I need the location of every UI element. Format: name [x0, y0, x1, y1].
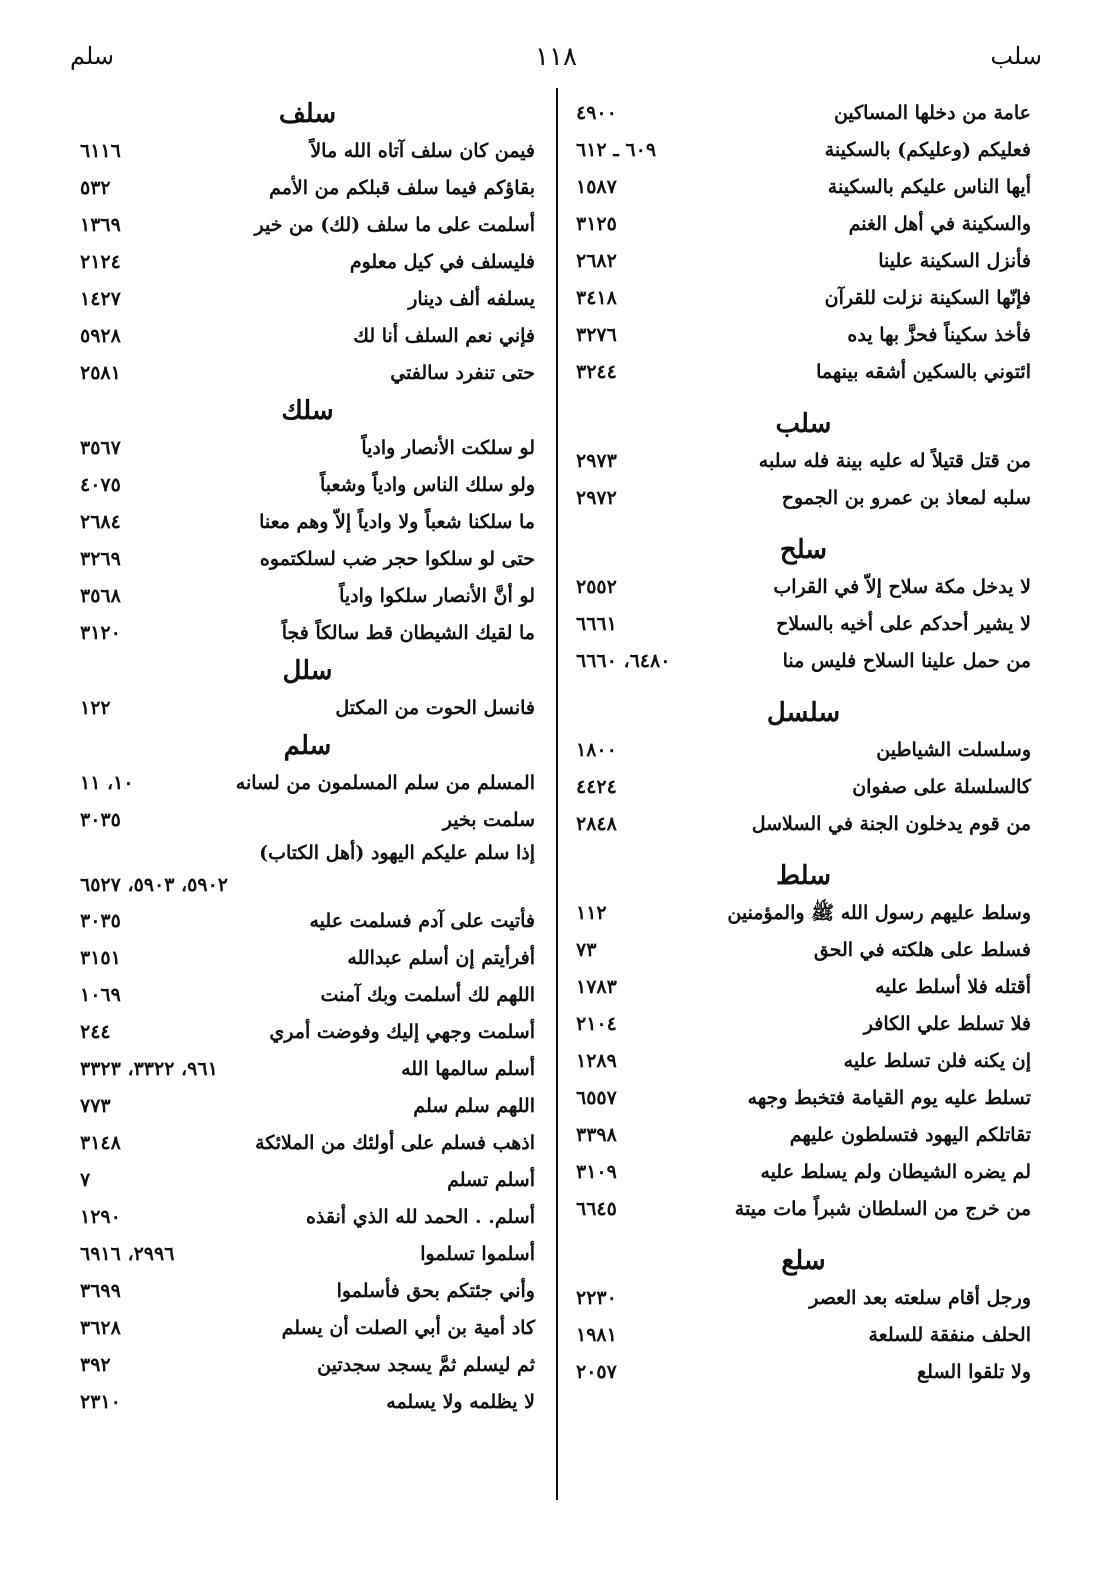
index-entry — [80, 504, 535, 541]
root-heading: سلف — [278, 99, 337, 129]
entry-ref: ٦٠٩ ـ ٦١٢ — [576, 139, 657, 161]
entry-ref: ٣٢٤٤ — [576, 361, 617, 383]
index-entry — [80, 207, 535, 244]
index-entry — [80, 1384, 535, 1421]
entry-text: كاد أمية بن أبي الصلت أن يسلم — [281, 1317, 535, 1339]
entry-text: أفرأيتم إن أسلم عبدالله — [347, 947, 535, 969]
root-heading: سلل — [282, 656, 333, 686]
entry-ref: ٣١٤٨ — [80, 1132, 121, 1154]
index-entry — [576, 354, 1031, 391]
index-entry — [80, 1273, 535, 1310]
entry-text: فإنّها السكينة نزلت للقرآن — [824, 287, 1031, 309]
entry-ref: ٤٩٠٠ — [576, 102, 617, 124]
index-entry — [80, 1199, 535, 1236]
index-entry — [576, 569, 1031, 606]
entry-ref: ٢٦٨٢ — [576, 250, 617, 272]
index-entry — [576, 169, 1031, 206]
entry-text: وسلط عليهم رسول الله ﷺ والمؤمنين — [727, 902, 1031, 924]
entry-text: كالسلسلة على صفوان — [852, 776, 1031, 798]
index-entry — [576, 480, 1031, 517]
entry-ref: ٩٦١، ٣٣٢٢، ٣٣٢٣ — [80, 1058, 218, 1080]
entry-text: ولو سلك الناس وادياً وشعباً — [319, 474, 535, 496]
entry-text: فإني نعم السلف أنا لك — [353, 325, 535, 347]
root-heading: سلط — [775, 861, 832, 891]
entry-ref: ٢١٢٤ — [80, 251, 121, 273]
index-entry — [576, 1154, 1031, 1191]
entry-ref: ٢٩٧٢ — [576, 487, 617, 509]
index-entry — [576, 932, 1031, 969]
index-entry — [80, 940, 535, 977]
entry-ref: ١٠٦٩ — [80, 984, 121, 1006]
entry-text: سلبه لمعاذ بن عمرو بن الجموح — [781, 487, 1031, 509]
entry-ref: ١٢٢ — [80, 697, 111, 719]
entry-text: أسلم تسلم — [447, 1169, 535, 1191]
root-heading: سلح — [779, 535, 828, 565]
entry-ref: ٣٦٩٩ — [80, 1280, 121, 1302]
entry-text: ائتوني بالسكين أشقه بينهما — [816, 361, 1031, 383]
index-entry — [576, 1080, 1031, 1117]
entry-ref: ٤٤٢٤ — [576, 776, 617, 798]
entry-text: اذهب فسلم على أولئك من الملائكة — [255, 1132, 535, 1154]
entry-ref: ٣٥٦٨ — [80, 585, 121, 607]
index-entry — [576, 1191, 1031, 1228]
index-entry — [80, 903, 535, 940]
entry-text: أسلم سالمها الله — [401, 1058, 535, 1080]
entry-ref: ١٨٠٠ — [576, 739, 617, 761]
entry-text: بقاؤكم فيما سلف قبلكم من الأمم — [269, 177, 535, 199]
entry-text: فليسلف في كيل معلوم — [349, 251, 535, 273]
index-entry — [576, 243, 1031, 280]
entry-text: والسكينة في أهل الغنم — [848, 213, 1031, 235]
entry-ref: ٧٧٣ — [80, 1095, 111, 1117]
entry-ref: ٣٤١٨ — [576, 287, 617, 309]
index-entry — [576, 643, 1031, 680]
index-entry — [80, 1162, 535, 1199]
entry-text: حتى لو سلكوا حجر ضب لسلكتموه — [259, 548, 535, 570]
index-entry — [80, 1125, 535, 1162]
index-entry — [80, 977, 535, 1014]
entry-text: ما لقيك الشيطان قط سالكاً فجاً — [281, 622, 535, 644]
page-number: ١١٨ — [535, 42, 577, 72]
index-entry — [80, 244, 535, 281]
page-header — [70, 42, 1042, 82]
entry-text: وأني جئتكم بحق فأسلموا — [336, 1280, 535, 1302]
entry-text: لا يدخل مكة سلاح إلاّ في القراب — [773, 576, 1031, 598]
entry-ref: ١٣٦٩ — [80, 214, 121, 236]
index-entry — [80, 170, 535, 207]
column-divider — [556, 88, 558, 1500]
entry-ref: ٦٤٨٠، ٦٦٦٠ — [576, 650, 671, 672]
index-entry — [576, 280, 1031, 317]
index-entry — [80, 1236, 535, 1273]
entry-ref: ٦٦٦١ — [576, 613, 617, 635]
entry-ref: ٢٣١٠ — [80, 1391, 121, 1413]
index-entry — [80, 541, 535, 578]
entry-ref: ١٥٨٧ — [576, 176, 617, 198]
entry-text: لو أنَّ الأنصار سلكوا وادياً — [339, 585, 535, 607]
entry-text: الحلف منفقة للسلعة — [868, 1324, 1031, 1346]
entry-ref: ٣٦٢٨ — [80, 1317, 121, 1339]
entry-ref: ٥٣٢ — [80, 177, 111, 199]
entry-text: اللهم سلم سلم — [413, 1095, 535, 1117]
index-entry — [576, 95, 1031, 132]
entry-text: لا يشير أحدكم على أخيه بالسلاح — [776, 613, 1031, 635]
left-column — [80, 95, 535, 1421]
entry-ref: ٣٣٩٨ — [576, 1124, 617, 1146]
entry-ref: ٢٥٨١ — [80, 362, 121, 384]
index-entry — [80, 839, 535, 903]
right-column — [576, 95, 1031, 1391]
entry-text: فلا تسلط علي الكافر — [863, 1013, 1031, 1035]
index-entry — [80, 1051, 535, 1088]
entry-ref: ٢٤٤ — [80, 1021, 111, 1043]
entry-ref: ٣٩٢ — [80, 1354, 111, 1376]
entry-text: أسلم. . الحمد لله الذي أنقذه — [305, 1206, 535, 1228]
entry-ref: ٢٦٨٤ — [80, 511, 121, 533]
entry-ref: ١١٢ — [576, 902, 607, 924]
entry-text: من قتل قتيلاً له عليه بينة فله سلبه — [758, 450, 1031, 472]
entry-ref: ٣٢٦٩ — [80, 548, 121, 570]
entry-text: سلمت بخير — [442, 809, 535, 831]
index-entry — [576, 969, 1031, 1006]
entry-ref: ٣٥٦٧ — [80, 437, 121, 459]
root-heading: سلسل — [766, 698, 841, 728]
entry-ref: ٢١٠٤ — [576, 1013, 617, 1035]
entry-text: أسلمت وجهي إليك وفوضت أمري — [269, 1021, 535, 1043]
root-heading: سلع — [781, 1246, 826, 1276]
header-right-word: سلب — [990, 42, 1042, 70]
index-entry — [80, 355, 535, 392]
index-entry — [80, 1088, 535, 1125]
entry-text: تسلط عليه يوم القيامة فتخبط وجهه — [747, 1087, 1031, 1109]
entry-ref: ٦٦٤٥ — [576, 1198, 617, 1220]
index-entry — [576, 206, 1031, 243]
index-entry — [576, 1354, 1031, 1391]
index-entry — [80, 467, 535, 504]
entry-text: إذا سلم عليكم اليهود (أهل الكتاب) — [259, 842, 535, 864]
root-heading: سلم — [283, 731, 332, 761]
entry-text: فانسل الحوت من المكتل — [335, 697, 535, 719]
entry-text: المسلم من سلم المسلمون من لسانه — [235, 772, 535, 794]
entry-text: أيها الناس عليكم بالسكينة — [827, 176, 1031, 198]
entry-ref: ١٠، ١١ — [80, 772, 134, 794]
entry-text: يسلفه ألف دينار — [408, 288, 535, 310]
entry-text: أسلمت على ما سلف (لك) من خير — [254, 214, 535, 236]
index-entry — [80, 281, 535, 318]
entry-text: أقتله فلا أسلط عليه — [875, 976, 1031, 998]
entry-ref: ٣١٥١ — [80, 947, 121, 969]
entry-text: لو سلكت الأنصار وادياً — [361, 437, 535, 459]
index-entry — [576, 1317, 1031, 1354]
index-entry — [576, 806, 1031, 843]
section-gap — [576, 680, 1031, 694]
index-entry — [80, 690, 535, 727]
entry-ref: ٢٢٣٠ — [576, 1287, 617, 1309]
entry-text: فسلط على هلكته في الحق — [813, 939, 1031, 961]
entry-ref: ١٧٨٣ — [576, 976, 617, 998]
entry-text: فعليكم (وعليكم) بالسكينة — [824, 139, 1031, 161]
entry-text: عامة من دخلها المساكين — [833, 102, 1031, 124]
entry-text: لا يظلمه ولا يسلمه — [386, 1391, 535, 1413]
index-entry — [576, 1006, 1031, 1043]
entry-ref: ٣١٢٥ — [576, 213, 617, 235]
index-entry — [80, 578, 535, 615]
entry-text: ثم ليسلم ثمَّ يسجد سجدتين — [317, 1354, 535, 1376]
entry-text: من خرج من السلطان شبراً مات ميتة — [734, 1198, 1031, 1220]
entry-ref: ٣٠٣٥ — [80, 910, 121, 932]
entry-text: تقاتلكم اليهود فتسلطون عليهم — [789, 1124, 1031, 1146]
entry-ref: ٦١١٦ — [80, 140, 121, 162]
entry-text: فأتيت على آدم فسلمت عليه — [309, 910, 535, 932]
index-entry — [576, 769, 1031, 806]
index-entry — [80, 765, 535, 802]
entry-ref: ٢٠٥٧ — [576, 1361, 617, 1383]
entry-text: اللهم لك أسلمت وبك آمنت — [320, 984, 535, 1006]
index-entry — [80, 430, 535, 467]
entry-ref: ٢٩٧٣ — [576, 450, 617, 472]
entry-ref: ٣١٠٩ — [576, 1161, 617, 1183]
index-entry — [576, 1043, 1031, 1080]
entry-text: حتى تنفرد سالفتي — [390, 362, 535, 384]
entry-text: من حمل علينا السلاح فليس منا — [782, 650, 1031, 672]
entry-text: وسلسلت الشياطين — [876, 739, 1031, 761]
index-entry — [80, 802, 535, 839]
entry-text: ورجل أقام سلعته بعد العصر — [809, 1287, 1031, 1309]
entry-ref: ٧ — [80, 1169, 91, 1191]
index-entry — [80, 133, 535, 170]
entry-ref: ١٩٨١ — [576, 1324, 617, 1346]
entry-ref: ٧٣ — [576, 939, 597, 961]
index-entry — [80, 1310, 535, 1347]
section-gap — [576, 517, 1031, 531]
entry-ref: ٤٠٧٥ — [80, 474, 121, 496]
index-entry — [576, 1280, 1031, 1317]
entry-text: لم يضره الشيطان ولم يسلط عليه — [760, 1161, 1031, 1183]
entry-ref: ٢٨٤٨ — [576, 813, 617, 835]
entry-text: فأخذ سكيناً فحزَّ بها يده — [847, 324, 1031, 346]
index-entry — [576, 895, 1031, 932]
root-heading: سلك — [281, 396, 334, 426]
index-entry — [576, 132, 1031, 169]
index-entry — [576, 606, 1031, 643]
index-entry — [576, 1117, 1031, 1154]
section-gap — [576, 1228, 1031, 1242]
index-entry — [80, 615, 535, 652]
entry-ref: ٣٠٣٥ — [80, 809, 121, 831]
index-entry — [80, 1014, 535, 1051]
entry-text: فيمن كان سلف آتاه الله مالاً — [310, 140, 535, 162]
entry-ref: ١٢٨٩ — [576, 1050, 617, 1072]
index-entry — [80, 318, 535, 355]
entry-text: أسلموا تسلموا — [420, 1243, 535, 1265]
header-left-word: سلم — [70, 42, 115, 70]
index-entry — [576, 443, 1031, 480]
root-heading: سلب — [775, 409, 832, 439]
entry-ref: ٣١٢٠ — [80, 622, 121, 644]
entry-text: ولا تلقوا السلع — [917, 1361, 1031, 1383]
section-gap — [576, 843, 1031, 857]
entry-ref: ٦٥٥٧ — [576, 1087, 617, 1109]
entry-text: إن يكنه فلن تسلط عليه — [843, 1050, 1031, 1072]
section-gap — [576, 391, 1031, 405]
entry-text: ما سلكنا شعباً ولا وادياً إلاّ وهم معنا — [259, 511, 535, 533]
index-entry — [576, 317, 1031, 354]
entry-ref: ٢٥٥٢ — [576, 576, 617, 598]
entry-ref: ٢٩٩٦، ٦٩١٦ — [80, 1243, 175, 1265]
entry-ref: ١٤٢٧ — [80, 288, 121, 310]
index-entry — [576, 732, 1031, 769]
entry-ref: ٣٢٧٦ — [576, 324, 617, 346]
entry-text: من قوم يدخلون الجنة في السلاسل — [751, 813, 1031, 835]
entry-ref: ٥٩٠٢، ٥٩٠٣، ٦٥٢٧ — [80, 874, 228, 896]
entry-text: فأنزل السكينة علينا — [878, 250, 1031, 272]
entry-ref: ١٢٩٠ — [80, 1206, 121, 1228]
entry-ref: ٥٩٢٨ — [80, 325, 121, 347]
index-entry — [80, 1347, 535, 1384]
